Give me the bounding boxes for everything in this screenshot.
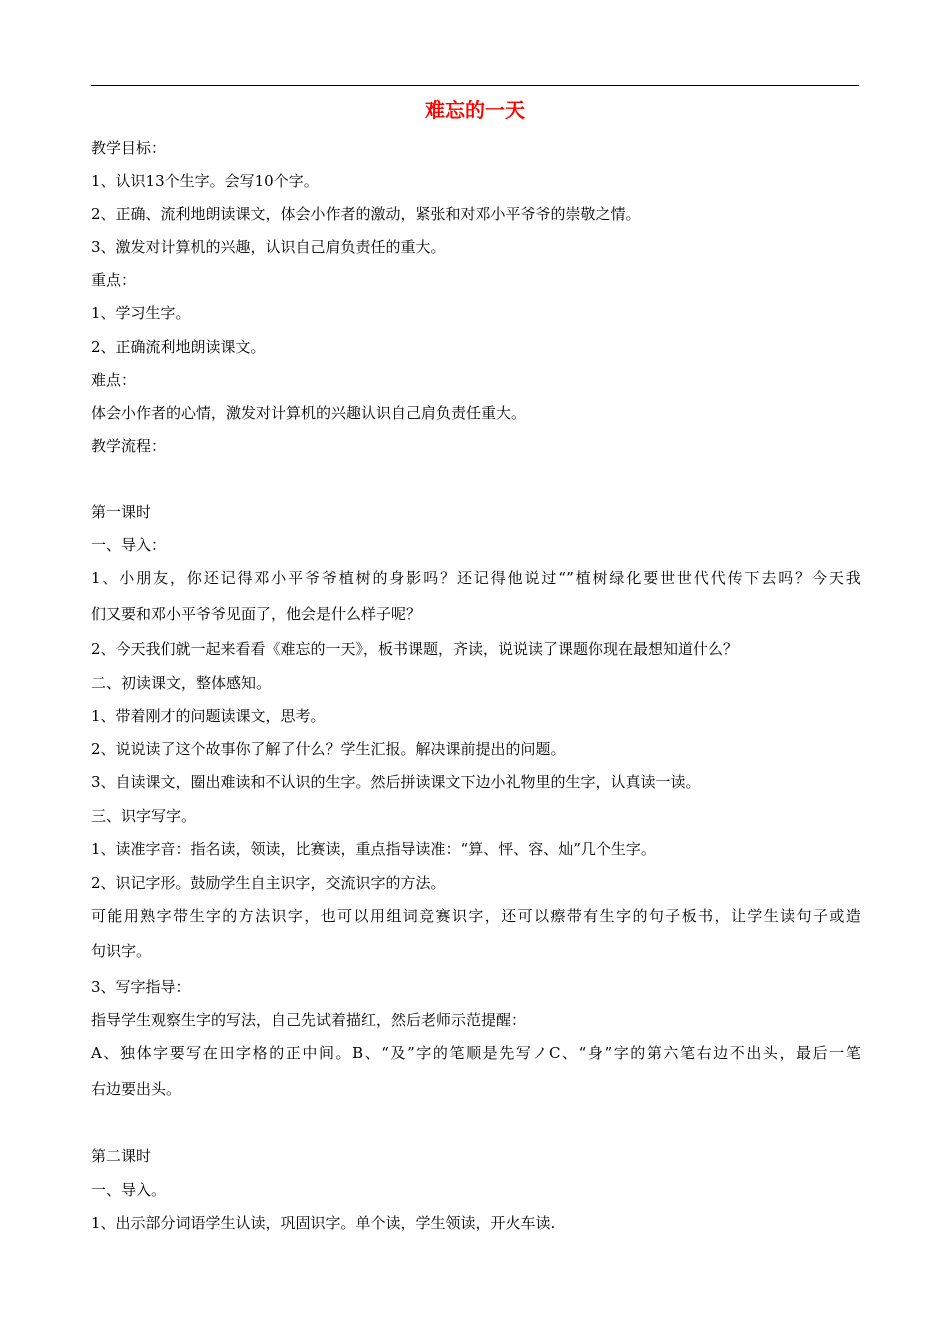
paragraph-line: 2、今天我们就一起来看看《难忘的一天》，板书课题，齐读，说说读了课题你现在最想知道什么？ — [91, 640, 739, 658]
objective-item: 2、正确、流利地朗读课文，体会小作者的激动，紧张和对邓小平爷爷的崇敬之情。 — [91, 205, 641, 223]
paragraph-line: 3、写字指导： — [91, 978, 191, 996]
key-point-item: 1、学习生字。 — [91, 304, 191, 322]
paragraph-line: 指导学生观察生字的写法，自己先试着描红，然后老师示范提醒： — [91, 1011, 527, 1029]
step-heading: 二、初读课文，整体感知。 — [91, 674, 272, 692]
document-title: 难忘的一天 — [425, 98, 525, 122]
step-heading: 一、导入： — [91, 536, 167, 554]
paragraph-line: 句识字。 — [91, 942, 152, 960]
section-heading-process: 教学流程： — [91, 437, 167, 455]
paragraph-line: 3、自读课文，圈出难读和不认识的生字。然后拼读课文下边小礼物里的生字，认真读一读。 — [91, 773, 701, 791]
paragraph-line: 2、说说读了这个故事你了解了什么？学生汇报。解决课前提出的问题。 — [91, 740, 566, 758]
objective-item: 3、激发对计算机的兴趣，认识自己肩负责任的重大。 — [91, 238, 446, 256]
section-heading-key-points: 重点： — [91, 271, 137, 289]
paragraph-line: 右边要出头。 — [91, 1080, 182, 1098]
key-point-item: 2、正确流利地朗读课文。 — [91, 338, 266, 356]
objective-item: 1、认识13个生字。会写10个字。 — [91, 172, 319, 190]
lesson-heading-second: 第二课时 — [91, 1147, 152, 1165]
difficulty-item: 体会小作者的心情，激发对计算机的兴趣认识自己肩负责任重大。 — [91, 404, 527, 422]
lesson-heading-first: 第一课时 — [91, 503, 152, 521]
section-heading-difficulties: 难点： — [91, 371, 137, 389]
paragraph-line: A、独体字要写在田字格的正中间。B、“及”字的笔顺是先写ノC、“身”字的第六笔右边不出头，最后一笔 — [91, 1044, 861, 1062]
section-heading-objectives: 教学目标： — [91, 139, 167, 157]
paragraph-line: 们又要和邓小平爷爷见面了，他会是什么样子呢？ — [91, 605, 422, 623]
paragraph-line: 1、带着刚才的问题读课文，思考。 — [91, 707, 326, 725]
header-rule — [91, 85, 859, 86]
paragraph-line: 1、小朋友，你还记得邓小平爷爷植树的身影吗？还记得他说过“”植树绿化要世世代代传下去吗？今天我 — [91, 569, 861, 587]
paragraph-line: 1、读准字音：指名读，领读，比赛读，重点指导读准：“算、怦、容、灿”几个生字。 — [91, 840, 656, 858]
paragraph-line: 2、识记字形。鼓励学生自主识字，交流识字的方法。 — [91, 874, 446, 892]
paragraph-line: 1、出示部分词语学生认读，巩固识字。单个读，学生领读，开火车读. — [91, 1214, 556, 1232]
step-heading: 三、识字写字。 — [91, 807, 197, 825]
step-heading: 一、导入。 — [91, 1181, 167, 1199]
paragraph-line: 可能用熟字带生字的方法识字，也可以用组词竞赛识字，还可以瘵带有生字的句子板书，让学生读句子或造 — [91, 907, 861, 925]
